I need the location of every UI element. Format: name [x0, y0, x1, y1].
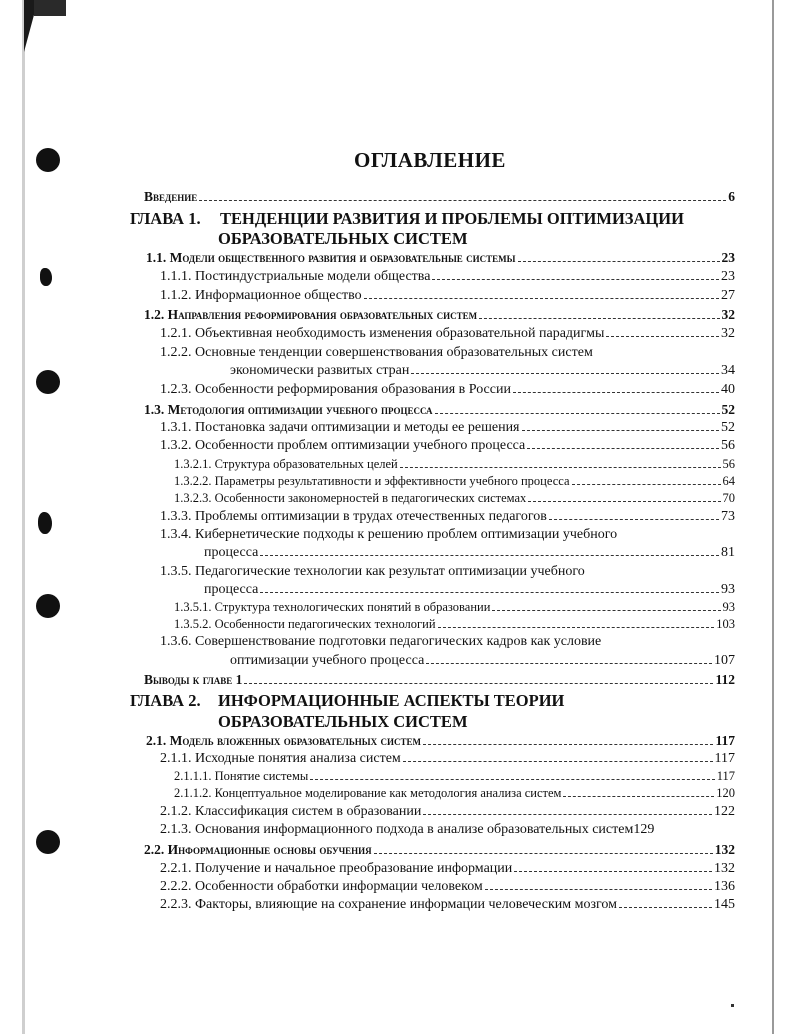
toc-entry-1-3-5-2: [174, 617, 735, 632]
toc-page: 103: [716, 617, 735, 631]
toc-page: 117: [714, 751, 735, 766]
toc-entry-1-3-4: [204, 545, 735, 561]
toc-label: процесса: [204, 582, 259, 597]
toc-label: 2.1.2. Классификация систем в образовании: [160, 804, 422, 819]
toc-label: 1.3.2.1. Структура образовательных целей: [174, 457, 398, 471]
chapter-1-title-line1: ТЕНДЕНЦИИ РАЗВИТИЯ И ПРОБЛЕМЫ ОПТИМИЗАЦИИ: [220, 209, 684, 228]
toc-label: 1.1.2. Информационное общество: [160, 288, 362, 303]
toc-entry-1-3-1: [160, 420, 735, 436]
chapter-2-title-line2: ОБРАЗОВАТЕЛЬНЫХ СИСТЕМ: [218, 712, 468, 731]
punch-hole-6: [36, 830, 60, 854]
toc-label: 1.2.3. Особенности реформирования образования в России: [160, 382, 511, 397]
toc-entry-1-3-6-line1: 1.3.6. Совершенствование подготовки педагогических кадров как условие: [160, 634, 602, 649]
toc-label: 2.1.1.1. Понятие системы: [174, 769, 309, 783]
toc-label: 1.3. Методология оптимизации учебного процесса: [144, 402, 433, 417]
punch-hole-2: [40, 268, 52, 286]
toc-page: 120: [716, 786, 735, 800]
toc-page: 52: [721, 420, 735, 435]
toc-entry-1-3-2: [160, 438, 735, 454]
toc-page: 27: [721, 288, 735, 303]
chapter-2-number: ГЛАВА 2.: [130, 691, 201, 710]
scan-speck: [731, 1004, 734, 1007]
toc-entry-2-1-1-1: [174, 769, 735, 784]
toc-entry-1-3-2-2: [174, 474, 735, 489]
toc-entry-1-3-6: [230, 653, 735, 669]
toc-label: 1.1.1. Постиндустриальные модели общества: [160, 269, 431, 284]
toc-entry-1-2-3: [160, 382, 735, 398]
chapter-1-title-line2: ОБРАЗОВАТЕЛЬНЫХ СИСТЕМ: [218, 229, 468, 248]
scan-corner-bar: [34, 0, 66, 16]
toc-entry-2-1-2: [160, 804, 735, 820]
toc-page: 6: [728, 189, 735, 204]
toc-label: 1.3.2.3. Особенности закономерностей в педагогических системах: [174, 491, 527, 505]
toc-label: 2.1.1. Исходные понятия анализа систем: [160, 751, 401, 766]
toc-entry-intro: [144, 189, 735, 205]
toc-label: 1.2. Направления реформирования образовательных систем: [144, 307, 478, 322]
toc-label: 2.2. Информационные основы обучения: [144, 842, 372, 857]
chapter-1-number: ГЛАВА 1.: [130, 209, 201, 228]
toc-label: Выводы к главе 1: [144, 672, 243, 687]
toc-label: экономически развитых стран: [230, 363, 410, 378]
toc-page: 93: [722, 600, 735, 614]
toc-label: 2.2.1. Получение и начальное преобразование информации: [160, 861, 513, 876]
punch-hole-5: [36, 594, 60, 618]
toc-label: 1.3.5.1. Структура технологических понятий в образовании: [174, 600, 491, 614]
toc-label: 1.3.5.2. Особенности педагогических технологий: [174, 617, 436, 631]
toc-page: 34: [721, 363, 735, 378]
toc-entry-2-2-1: [160, 861, 735, 877]
toc-entry-1-3: [144, 402, 735, 418]
chapter-2-title-line1: ИНФОРМАЦИОННЫЕ АСПЕКТЫ ТЕОРИИ: [218, 691, 565, 710]
toc-entry-2-2-3: [160, 897, 735, 913]
toc-entry-1-3-5-1: [174, 600, 735, 615]
toc-label: Введение: [144, 189, 198, 204]
toc-label: 1.3.3. Проблемы оптимизации в трудах отечественных педагогов: [160, 509, 547, 524]
toc-entry-1-1: [146, 250, 735, 266]
toc-label: 2.2.2. Особенности обработки информации человеком: [160, 879, 483, 894]
toc-page: 81: [721, 545, 735, 560]
toc-label: 2.2.3. Факторы, влияющие на сохранение информации человеческим мозгом: [160, 897, 617, 912]
toc-entry-2-1-3: [160, 822, 738, 838]
punch-hole-3: [36, 370, 60, 394]
toc-page: 107: [714, 653, 735, 668]
toc-entry-1-3-2-3: [174, 491, 735, 506]
toc-entry-1-2-2-line1: 1.2.2. Основные тенденции совершенствования образовательных систем: [160, 345, 593, 360]
toc-page: 145: [714, 897, 735, 912]
toc-entry-1-3-5-line1: 1.3.5. Педагогические технологии как результат оптимизации учебного: [160, 564, 585, 579]
toc-entry-conclusions-1: [144, 672, 735, 688]
toc-page: 117: [716, 769, 735, 783]
toc-page: 32: [721, 307, 735, 322]
toc-page: 40: [721, 382, 735, 397]
toc-entry-1-3-3: [160, 509, 735, 525]
toc-label: 1.1. Модели общественного развития и образовательные системы: [146, 250, 516, 265]
toc-entry-2-1: [146, 733, 735, 749]
toc-entry-2-1-1: [160, 751, 735, 767]
toc-label: 2.1.3. Основания информационного подхода в анализе образовательных систем: [160, 822, 634, 837]
toc-entry-1-3-4-line1: 1.3.4. Кибернетические подходы к решению проблем оптимизации учебного: [160, 527, 618, 542]
toc-page: 73: [721, 509, 735, 524]
toc-page: 56: [721, 438, 735, 453]
toc-page: 132: [714, 842, 735, 857]
toc-page: 122: [714, 804, 735, 819]
toc-label: процесса: [204, 545, 259, 560]
toc-page: 136: [714, 879, 735, 894]
toc-entry-1-2-1: [160, 326, 735, 342]
toc-page: 23: [721, 250, 735, 265]
toc-label: 1.3.2.2. Параметры результативности и эффективности учебного процесса: [174, 474, 570, 488]
toc-label: 1.3.1. Постановка задачи оптимизации и методы ее решения: [160, 420, 520, 435]
toc-page: 56: [722, 457, 735, 471]
punch-hole-4: [38, 512, 52, 534]
toc-page: 32: [721, 326, 735, 341]
toc-page: 117: [715, 733, 735, 748]
toc-entry-1-2-2: [230, 363, 735, 379]
toc-entry-2-1-1-2: [174, 786, 735, 801]
toc-page: 93: [721, 582, 735, 597]
toc-entry-1-1-2: [160, 288, 735, 304]
toc-page: 64: [722, 474, 735, 488]
toc-page: 129: [633, 822, 655, 837]
toc-label: 2.1.1.2. Концептуальное моделирование как методология анализа систем: [174, 786, 562, 800]
page-title: ОГЛАВЛЕНИЕ: [354, 148, 506, 172]
toc-entry-1-3-5: [204, 582, 735, 598]
toc-label: оптимизации учебного процесса: [230, 653, 425, 668]
toc-entry-2-2: [144, 842, 735, 858]
toc-page: 70: [722, 491, 735, 505]
toc-label: 2.1. Модель вложенных образовательных систем: [146, 733, 422, 748]
toc-page: 52: [721, 402, 735, 417]
toc-label: 1.3.2. Особенности проблем оптимизации учебного процесса: [160, 438, 526, 453]
toc-label: 1.2.1. Объективная необходимость изменения образовательной парадигмы: [160, 326, 605, 341]
toc-page: 112: [715, 672, 735, 687]
toc-entry-1-3-2-1: [174, 457, 735, 472]
toc-entry-1-1-1: [160, 269, 735, 285]
toc-entry-1-2: [144, 307, 735, 323]
toc-entry-2-2-2: [160, 879, 735, 895]
toc-page: 132: [714, 861, 735, 876]
toc-page: 23: [721, 269, 735, 284]
